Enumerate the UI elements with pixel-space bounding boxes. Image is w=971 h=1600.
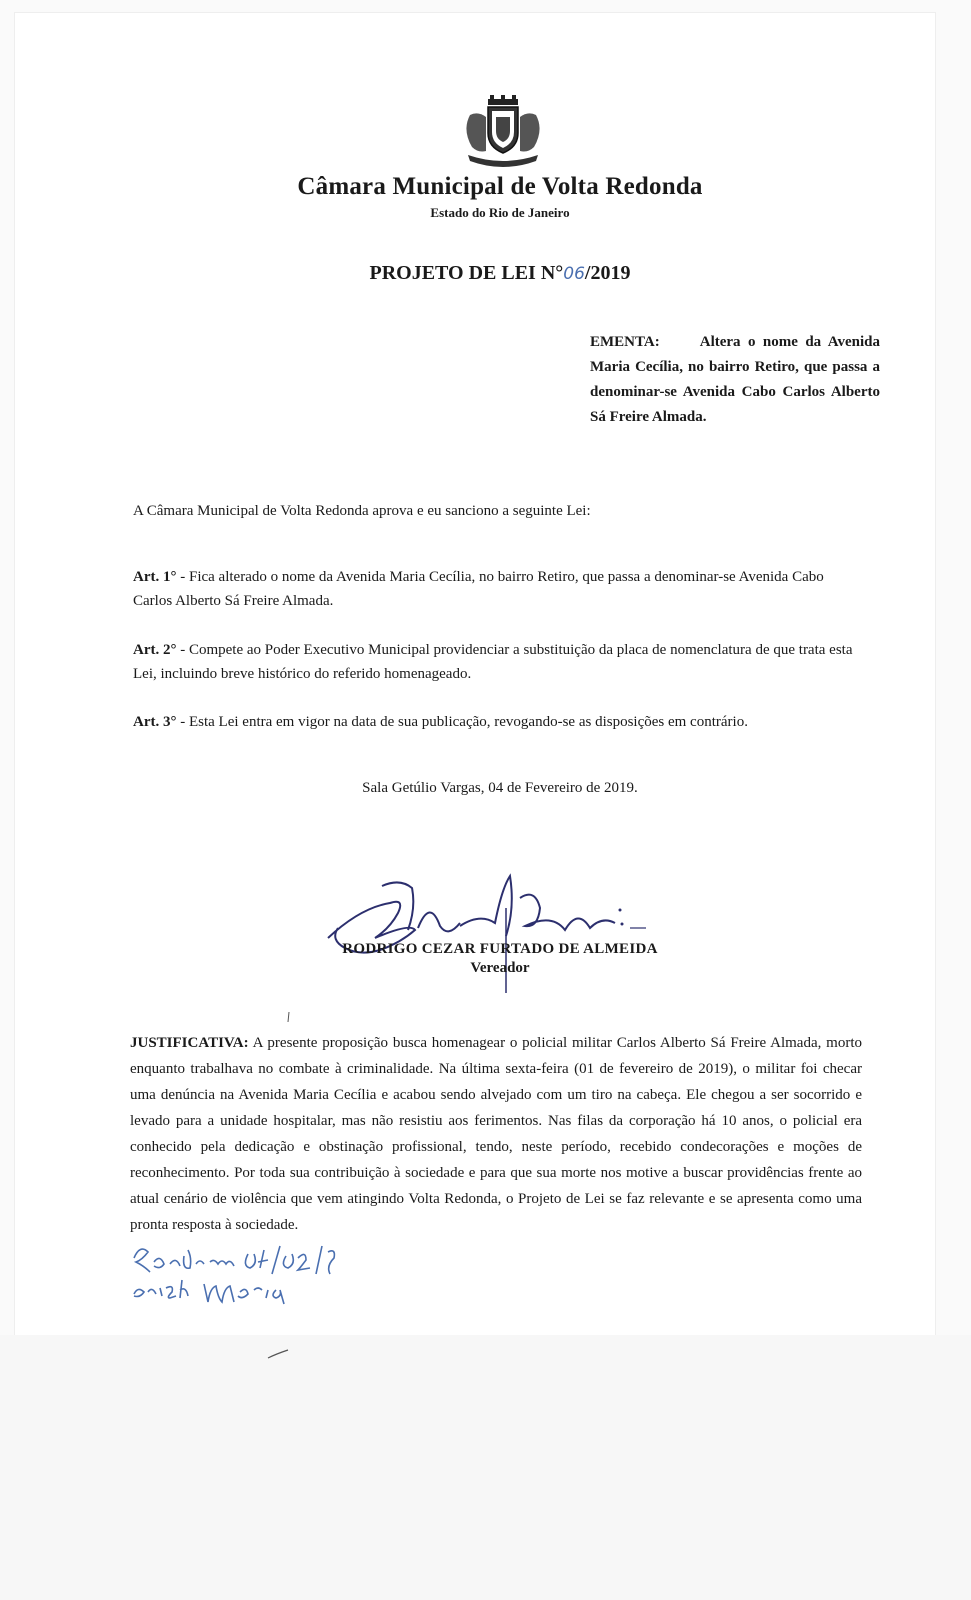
article-3 xyxy=(133,710,873,734)
scan-margin xyxy=(0,1335,971,1600)
justification-block xyxy=(130,1030,862,1238)
article-1 xyxy=(133,565,865,613)
institution-title: Câmara Municipal de Volta Redonda xyxy=(297,173,703,200)
signatory-role: Vereador xyxy=(470,960,530,976)
ementa-block xyxy=(590,330,880,430)
ementa-text: Altera o nome da Avenida Maria Cecília, no bairro Retiro, que passa a denominar-se Avenida Cabo Carlos Alberto Sá Freire Almada. xyxy=(590,334,880,425)
enactment-clause: A Câmara Municipal de Volta Redonda aprova e eu sanciono a seguinte Lei: xyxy=(133,503,591,519)
scan-mark xyxy=(266,1348,290,1360)
handwritten-receipt-note xyxy=(130,1240,360,1310)
scan-mark xyxy=(285,1010,293,1024)
bill-number-handwritten: 06 xyxy=(563,264,585,284)
state-subtitle: Estado do Rio de Janeiro xyxy=(430,205,570,220)
ementa-label: EMENTA: xyxy=(590,334,660,350)
article-label: Art. 1° xyxy=(133,569,177,585)
place-date: Sala Getúlio Vargas, 04 de Fevereiro de 2019. xyxy=(362,780,638,796)
bill-suffix: /2019 xyxy=(584,262,631,284)
article-text: - Esta Lei entra em vigor na data de sua publicação, revogando-se as disposições em contrário. xyxy=(176,714,748,730)
signatory-name: RODRIGO CEZAR FURTADO DE ALMEIDA xyxy=(342,941,658,957)
article-2 xyxy=(133,638,865,686)
justification-label: JUSTIFICATIVA: xyxy=(130,1035,249,1051)
article-text: - Fica alterado o nome da Avenida Maria Cecília, no bairro Retiro, que passa a denominar-se Avenida Cabo Carlos Alberto Sá Freire Almada. xyxy=(133,569,824,609)
bill-prefix: PROJETO DE LEI N° xyxy=(369,262,564,284)
article-text: - Compete ao Poder Executivo Municipal providenciar a substituição da placa de nomenclatura de que trata esta Lei, incluindo breve histórico do referido homenageado. xyxy=(133,642,853,682)
bill-title xyxy=(0,262,971,285)
justification-text: A presente proposição busca homenagear o policial militar Carlos Alberto Sá Freire Almada, morto enquanto trabalhava no combate à criminalidade. Na última sexta-feira (01 de fevereiro de 2019), o militar foi checar uma denúncia na Avenida Maria Cecília e acabou sendo alvejado com um tiro na cabeça. Ele chegou a ser socorrido e levado para a unidade hospitalar, mas não resistiu aos ferimentos. Nas filas da corporação há 10 anos, o policial era conhecido pela dedicação e obstinação profissional, tendo, neste período, recebido condecorações e moções de reconhecimento. Por toda sua contribuição à sociedade e para que sua morte nos motive a buscar providências frente ao atual cenário de violência que vem atingindo Volta Redonda, o Projeto de Lei se faz relevante e se apresenta como uma pronta resposta à sociedade. xyxy=(130,1035,862,1233)
handwritten-signature xyxy=(320,868,660,998)
coat-of-arms-icon xyxy=(458,95,548,170)
article-label: Art. 3° xyxy=(133,714,177,730)
article-label: Art. 2° xyxy=(133,642,177,658)
